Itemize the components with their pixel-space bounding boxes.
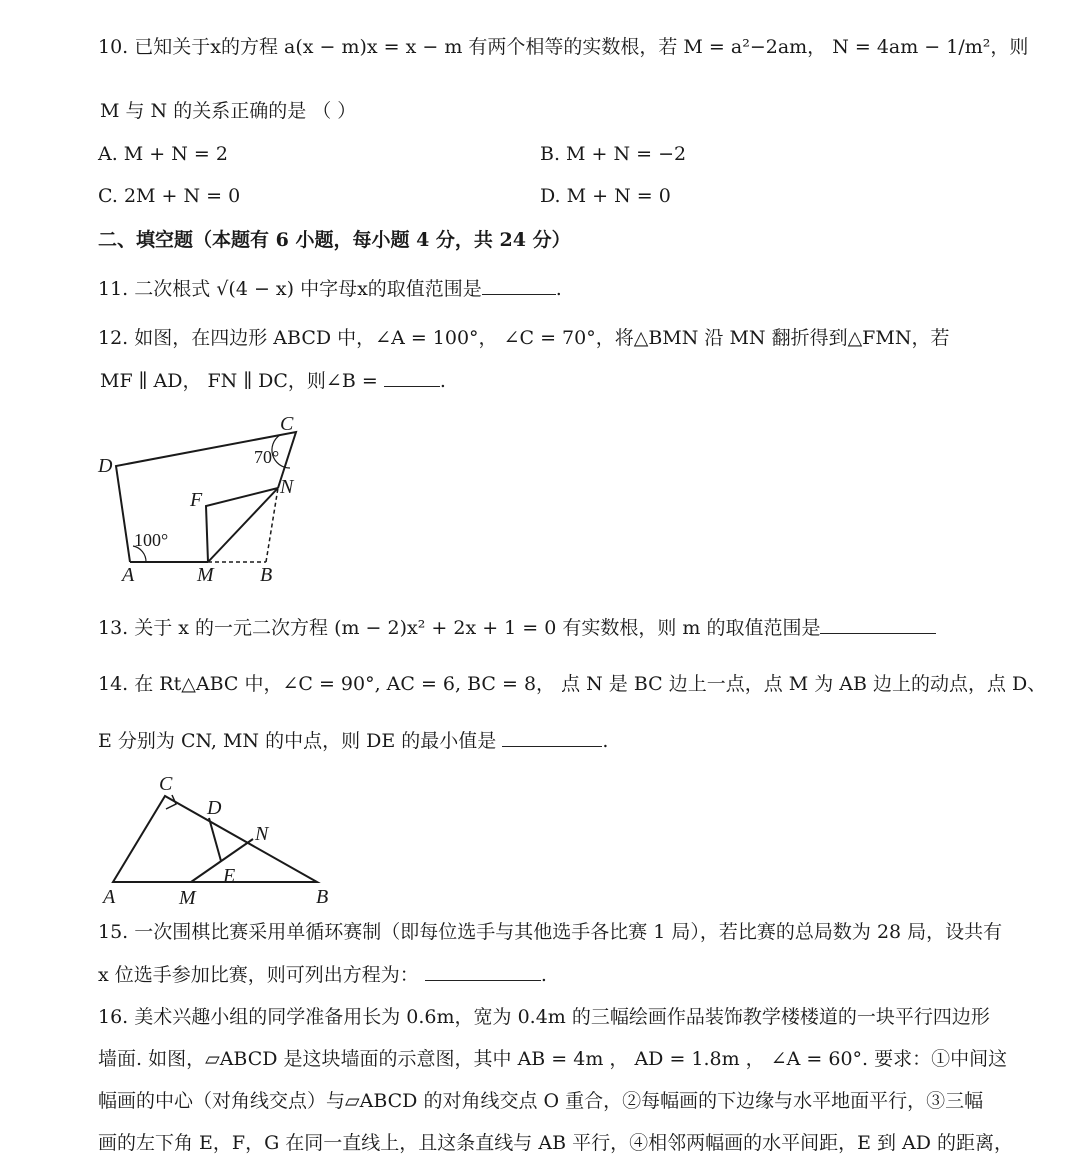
q15-line2-text: x 位选手参加比赛，则可列出方程为： [98, 964, 419, 986]
q16-line4: 画的左下角 E，F，G 在同一直线上，且这条直线与 AB 平行，④相邻两幅画的水平间距，E 到 AD 的距离， [98, 1132, 1014, 1154]
q12-answer-blank [384, 386, 440, 387]
section-heading: 二、填空题（本题有 6 小题，每小题 4 分，共 24 分） [98, 229, 571, 251]
q13-line [98, 615, 936, 641]
q12-label-m: M [197, 564, 214, 586]
q15-line1: 15. 一次围棋比赛采用单循环赛制（即每位选手与其他选手各比赛 1 局），若比赛的总局数为 28 局，设共有 [98, 921, 1003, 943]
q14-line2 [98, 728, 608, 754]
q14-segment-mn [191, 839, 253, 882]
q12-period: . [439, 370, 446, 392]
q11-period: . [555, 278, 562, 300]
q15-period: . [540, 964, 547, 986]
q12-label-c: C [280, 413, 294, 435]
q14-label-e: E [223, 865, 236, 887]
q14-label-c: C [159, 773, 173, 795]
q12-label-a: A [122, 564, 135, 586]
q11-answer-blank [482, 294, 556, 295]
q10-line2: M 与 N 的关系正确的是 （ ） [100, 100, 357, 122]
q16-line2: 墙面. 如图，▱ABCD 是这块墙面的示意图，其中 AB = 4m ， AD = 1.8m ， ∠A = 60°. 要求：①中间这 [98, 1048, 1008, 1070]
q12-label-n: N [280, 476, 294, 498]
q14-line2-text: E 分别为 CN, MN 的中点，则 DE 的最小值是 [98, 730, 497, 752]
q12-quadrilateral-figure [90, 410, 320, 590]
q14-label-d: D [207, 797, 222, 819]
q14-label-b: B [316, 886, 329, 908]
q12-line2 [100, 368, 446, 394]
q12-label-f: F [190, 489, 203, 511]
q10-option-a: A. M + N = 2 [98, 143, 228, 165]
q15-answer-blank [425, 980, 541, 981]
q13-answer-blank [820, 633, 936, 634]
q16-line1: 16. 美术兴趣小组的同学准备用长为 0.6m，宽为 0.4m 的三幅绘画作品装饰教学楼楼道的一块平行四边形 [98, 1006, 990, 1028]
q16-line3: 幅画的中心（对角线交点）与▱ABCD 的对角线交点 O 重合，②每幅画的下边缘与水平地面平行，③三幅 [98, 1090, 984, 1112]
q12-label-b: B [260, 564, 273, 586]
q11-text: 11. 二次根式 √(4 − x) 中字母x的取值范围是 [98, 278, 482, 300]
q12-angle-a-label: 100° [134, 530, 169, 550]
q14-label-a: A [103, 886, 116, 908]
q14-answer-blank [502, 746, 602, 747]
q12-label-d: D [98, 455, 113, 477]
q14-label-n: N [255, 823, 269, 845]
q12-line1: 12. 如图，在四边形 ABCD 中，∠A = 100°， ∠C = 70°，将△BMN 沿 MN 翻折得到△FMN，若 [98, 327, 950, 349]
q10-option-c: C. 2M + N = 0 [98, 185, 241, 207]
q14-line1: 14. 在 Rt△ABC 中，∠C = 90°, AC = 6, BC = 8， 点 N 是 BC 边上一点，点 M 为 AB 边上的动点，点 D、 [98, 673, 1047, 695]
q10-option-b: B. M + N = −2 [540, 143, 687, 165]
q14-label-m: M [179, 887, 196, 909]
q12-fold-line-mn [208, 488, 278, 562]
q14-period: . [602, 730, 609, 752]
q12-angle-c-label: 70° [254, 447, 280, 467]
q10-line1: 10. 已知关于x的方程 a(x − m)x = x − m 有两个相等的实数根，若 M = a²−2am， N = 4am − 1/m²，则 [98, 36, 1029, 58]
q11-line [98, 276, 562, 302]
q14-triangle-figure [95, 770, 345, 912]
q15-line2 [98, 962, 547, 988]
q12-line2-text: MF ∥ AD， FN ∥ DC，则∠B = [100, 370, 378, 392]
q10-option-d: D. M + N = 0 [540, 185, 671, 207]
q13-text: 13. 关于 x 的一元二次方程 (m − 2)x² + 2x + 1 = 0 有实数根，则 m 的取值范围是 [98, 617, 821, 639]
